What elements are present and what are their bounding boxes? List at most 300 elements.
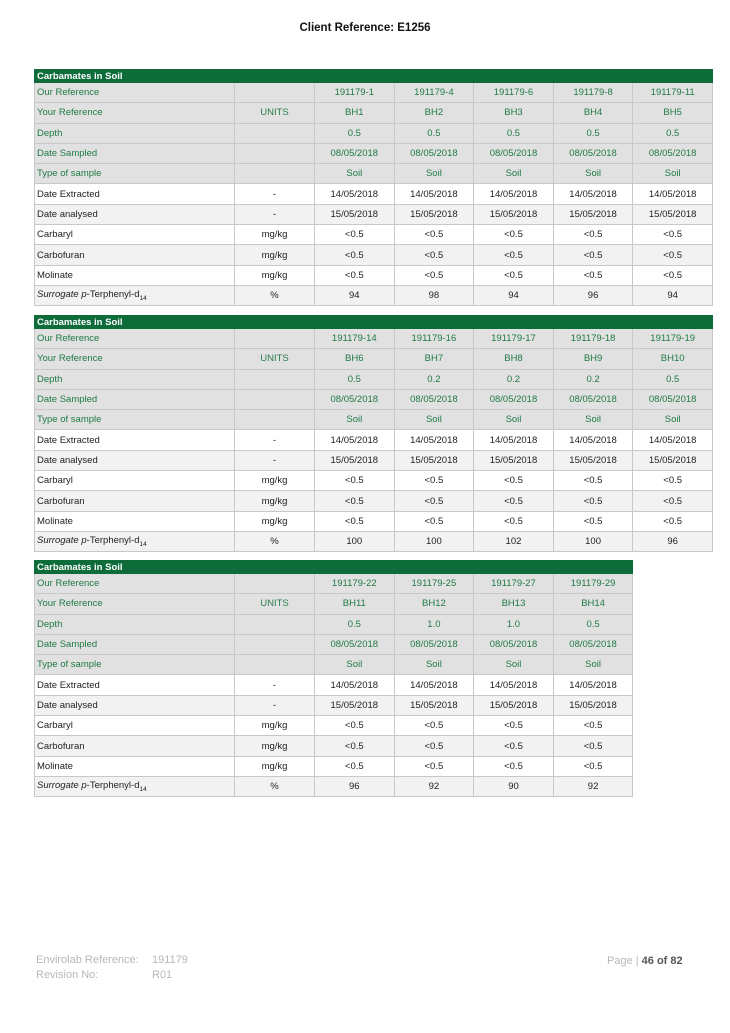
sample-value: 14/05/2018 <box>394 184 474 204</box>
table-header-row <box>35 316 713 329</box>
sample-value: <0.5 <box>394 491 474 511</box>
row-label-type-of-sample: Type of sample <box>35 410 235 430</box>
row-label-date-sampled: Date Sampled <box>35 143 235 163</box>
sample-value: 0.5 <box>474 123 554 143</box>
sample-value: BH9 <box>553 349 633 369</box>
sample-value: 15/05/2018 <box>633 204 713 224</box>
sample-value: 98 <box>394 285 474 305</box>
units-cell: mg/kg <box>235 265 315 285</box>
sample-value: 15/05/2018 <box>394 204 474 224</box>
sample-value: <0.5 <box>553 716 633 736</box>
sample-value: <0.5 <box>315 756 395 776</box>
row-label-date-extracted: Date Extracted <box>35 184 235 204</box>
sample-value: Soil <box>633 410 713 430</box>
table-title: Carbamates in Soil <box>35 561 235 574</box>
sample-value: <0.5 <box>315 245 395 265</box>
table-row <box>35 245 713 265</box>
envirolab-reference-value: 191179 <box>152 954 188 966</box>
table-header-cell <box>235 70 315 83</box>
sample-value: 191179-29 <box>553 574 633 594</box>
revision-label: Revision No: <box>36 969 99 981</box>
revision-value: R01 <box>152 969 173 981</box>
sample-value: <0.5 <box>553 736 633 756</box>
sample-value: BH1 <box>315 103 395 123</box>
surrogate-p: p <box>81 289 87 301</box>
page-number <box>607 955 683 967</box>
sample-value: 15/05/2018 <box>474 204 554 224</box>
row-label-type-of-sample: Type of sample <box>35 655 235 675</box>
table-header-row <box>35 70 713 83</box>
row-label-date-analysed: Date analysed <box>35 450 235 470</box>
results-table-2 <box>34 315 713 552</box>
table-header-cell <box>394 70 474 83</box>
sample-value: 14/05/2018 <box>553 430 633 450</box>
sample-value: 1.0 <box>394 614 474 634</box>
sample-value: <0.5 <box>315 471 395 491</box>
surrogate-subscript: 14 <box>139 786 147 794</box>
table-row <box>35 695 633 715</box>
sample-value: 191179-11 <box>633 83 713 103</box>
units-cell <box>235 329 315 349</box>
sample-value: <0.5 <box>394 265 474 285</box>
sample-value: 1.0 <box>474 614 554 634</box>
sample-value: <0.5 <box>553 756 633 776</box>
sample-value: 08/05/2018 <box>474 634 554 654</box>
sample-value: Soil <box>394 410 474 430</box>
sample-value: 14/05/2018 <box>553 184 633 204</box>
sample-value: 191179-1 <box>315 83 395 103</box>
sample-value: Soil <box>474 410 554 430</box>
sample-value: 15/05/2018 <box>315 204 395 224</box>
table-row <box>35 756 633 776</box>
sample-value: 0.2 <box>553 369 633 389</box>
sample-value: <0.5 <box>474 511 554 531</box>
row-label-carbaryl: Carbaryl <box>35 225 235 245</box>
table-row <box>35 491 713 511</box>
sample-value: <0.5 <box>553 511 633 531</box>
sample-value: <0.5 <box>474 756 554 776</box>
row-label-date-analysed: Date analysed <box>35 204 235 224</box>
table-row <box>35 265 713 285</box>
sample-value: <0.5 <box>553 245 633 265</box>
sample-value: <0.5 <box>394 471 474 491</box>
row-label-our-reference: Our Reference <box>35 329 235 349</box>
sample-value: 08/05/2018 <box>315 143 395 163</box>
table-row <box>35 430 713 450</box>
sample-value: BH5 <box>633 103 713 123</box>
sample-value: 0.5 <box>553 123 633 143</box>
surrogate-prefix: Surrogate <box>37 535 82 547</box>
sample-value: 15/05/2018 <box>474 450 554 470</box>
sample-value: 96 <box>633 531 713 551</box>
table-header-cell <box>315 70 395 83</box>
table-header-cell <box>633 316 713 329</box>
sample-value: 14/05/2018 <box>315 430 395 450</box>
sample-value: 15/05/2018 <box>633 450 713 470</box>
surrogate-name: -Terphenyl-d <box>86 535 140 547</box>
table-header-cell <box>553 70 633 83</box>
sample-value: BH2 <box>394 103 474 123</box>
sample-value: <0.5 <box>474 471 554 491</box>
sample-value: 14/05/2018 <box>315 675 395 695</box>
sample-value: 191179-4 <box>394 83 474 103</box>
units-cell: % <box>235 776 315 796</box>
sample-value: <0.5 <box>633 265 713 285</box>
units-cell <box>235 143 315 163</box>
sample-value: 15/05/2018 <box>553 204 633 224</box>
page-value: 46 of 82 <box>641 955 683 967</box>
surrogate-name: -Terphenyl-d <box>86 780 140 792</box>
units-cell <box>235 389 315 409</box>
sample-value: 191179-6 <box>474 83 554 103</box>
sample-value: <0.5 <box>315 491 395 511</box>
sample-value: 90 <box>474 776 554 796</box>
row-label-date-analysed: Date analysed <box>35 695 235 715</box>
units-cell: % <box>235 531 315 551</box>
sample-value: BH6 <box>315 349 395 369</box>
sample-value: Soil <box>315 410 395 430</box>
sample-value: 191179-19 <box>633 329 713 349</box>
sample-value: 15/05/2018 <box>315 695 395 715</box>
sample-value: <0.5 <box>394 736 474 756</box>
sample-value: 08/05/2018 <box>633 143 713 163</box>
table-header-cell <box>474 70 554 83</box>
sample-value: <0.5 <box>315 511 395 531</box>
sample-value: <0.5 <box>474 225 554 245</box>
units-cell: - <box>235 675 315 695</box>
row-label-date-extracted: Date Extracted <box>35 430 235 450</box>
table-row <box>35 225 713 245</box>
row-label-surrogate <box>35 776 235 796</box>
sample-value: <0.5 <box>474 245 554 265</box>
units-cell <box>235 83 315 103</box>
sample-value: 15/05/2018 <box>474 695 554 715</box>
sample-value: <0.5 <box>394 245 474 265</box>
table-row <box>35 204 713 224</box>
table-row <box>35 410 713 430</box>
row-label-date-sampled: Date Sampled <box>35 634 235 654</box>
sample-value: <0.5 <box>315 265 395 285</box>
table-header-cell <box>394 316 474 329</box>
sample-value: 14/05/2018 <box>474 430 554 450</box>
surrogate-subscript: 14 <box>139 541 147 549</box>
sample-value: 15/05/2018 <box>553 695 633 715</box>
table-row <box>35 450 713 470</box>
sample-value: 08/05/2018 <box>553 389 633 409</box>
sample-value: 15/05/2018 <box>553 450 633 470</box>
units-cell: UNITS <box>235 349 315 369</box>
table-row <box>35 123 713 143</box>
units-cell: - <box>235 184 315 204</box>
sample-value: <0.5 <box>394 511 474 531</box>
sample-value: Soil <box>553 164 633 184</box>
table-header-cell <box>553 561 633 574</box>
surrogate-prefix: Surrogate <box>37 780 82 792</box>
row-label-carbaryl: Carbaryl <box>35 716 235 736</box>
table-header-cell <box>474 561 554 574</box>
row-label-your-reference: Your Reference <box>35 349 235 369</box>
sample-value: 0.5 <box>315 614 395 634</box>
table-header-cell <box>315 561 395 574</box>
row-label-depth: Depth <box>35 614 235 634</box>
sample-value: 14/05/2018 <box>474 184 554 204</box>
sample-value: <0.5 <box>474 716 554 736</box>
sample-value: BH3 <box>474 103 554 123</box>
table-row <box>35 531 713 551</box>
table-row <box>35 511 713 531</box>
row-label-depth: Depth <box>35 123 235 143</box>
sample-value: Soil <box>474 164 554 184</box>
sample-value: BH8 <box>474 349 554 369</box>
units-cell: - <box>235 450 315 470</box>
sample-value: 191179-17 <box>474 329 554 349</box>
sample-value: 0.2 <box>394 369 474 389</box>
sample-value: 100 <box>394 531 474 551</box>
table-row <box>35 471 713 491</box>
sample-value: <0.5 <box>633 225 713 245</box>
sample-value: 0.5 <box>633 369 713 389</box>
row-label-molinate: Molinate <box>35 756 235 776</box>
table-row <box>35 614 633 634</box>
sample-value: 15/05/2018 <box>315 450 395 470</box>
sample-value: 191179-27 <box>474 574 554 594</box>
table-row <box>35 594 633 614</box>
row-label-carbofuran: Carbofuran <box>35 491 235 511</box>
sample-value: BH7 <box>394 349 474 369</box>
table-row <box>35 736 633 756</box>
sample-value: 08/05/2018 <box>474 143 554 163</box>
table-header-cell <box>235 561 315 574</box>
units-cell <box>235 123 315 143</box>
sample-value: 08/05/2018 <box>633 389 713 409</box>
sample-value: 08/05/2018 <box>394 389 474 409</box>
sample-value: <0.5 <box>394 225 474 245</box>
row-label-our-reference: Our Reference <box>35 574 235 594</box>
sample-value: Soil <box>553 655 633 675</box>
table-row <box>35 329 713 349</box>
table-header-cell <box>474 316 554 329</box>
sample-value: 08/05/2018 <box>394 143 474 163</box>
table-row <box>35 389 713 409</box>
carbamates-table <box>34 560 633 797</box>
sample-value: 96 <box>553 285 633 305</box>
row-label-your-reference: Your Reference <box>35 103 235 123</box>
sample-value: BH13 <box>474 594 554 614</box>
carbamates-table <box>34 315 713 552</box>
units-cell: mg/kg <box>235 716 315 736</box>
table-row <box>35 574 633 594</box>
table-title: Carbamates in Soil <box>35 70 235 83</box>
sample-value: 08/05/2018 <box>474 389 554 409</box>
table-header-cell <box>235 316 315 329</box>
table-header-row <box>35 561 633 574</box>
units-cell: UNITS <box>235 103 315 123</box>
sample-value: 0.5 <box>394 123 474 143</box>
sample-value: 191179-22 <box>315 574 395 594</box>
carbamates-table <box>34 69 713 306</box>
table-row <box>35 349 713 369</box>
sample-value: 191179-25 <box>394 574 474 594</box>
row-label-date-extracted: Date Extracted <box>35 675 235 695</box>
row-label-your-reference: Your Reference <box>35 594 235 614</box>
table-row <box>35 776 633 796</box>
surrogate-prefix: Surrogate <box>37 289 82 301</box>
sample-value: BH14 <box>553 594 633 614</box>
results-table-3 <box>34 560 633 797</box>
table-title: Carbamates in Soil <box>35 316 235 329</box>
table-row <box>35 716 633 736</box>
sample-value: 15/05/2018 <box>394 695 474 715</box>
units-cell: mg/kg <box>235 471 315 491</box>
sample-value: BH4 <box>553 103 633 123</box>
units-cell: - <box>235 695 315 715</box>
sample-value: <0.5 <box>474 491 554 511</box>
sample-value: 191179-18 <box>553 329 633 349</box>
units-cell <box>235 369 315 389</box>
row-label-type-of-sample: Type of sample <box>35 164 235 184</box>
units-cell: % <box>235 285 315 305</box>
sample-value: <0.5 <box>474 265 554 285</box>
sample-value: 191179-14 <box>315 329 395 349</box>
sample-value: 0.5 <box>553 614 633 634</box>
table-row <box>35 285 713 305</box>
units-cell <box>235 410 315 430</box>
sample-value: 96 <box>315 776 395 796</box>
units-cell: - <box>235 204 315 224</box>
units-cell <box>235 655 315 675</box>
table-row <box>35 184 713 204</box>
sample-value: Soil <box>315 655 395 675</box>
sample-value: Soil <box>633 164 713 184</box>
table-row <box>35 655 633 675</box>
sample-value: 14/05/2018 <box>394 430 474 450</box>
page-prefix: Page | <box>607 955 642 967</box>
row-label-surrogate <box>35 285 235 305</box>
table-row <box>35 143 713 163</box>
sample-value: 100 <box>315 531 395 551</box>
sample-value: <0.5 <box>394 716 474 736</box>
sample-value: 14/05/2018 <box>553 675 633 695</box>
sample-value: BH10 <box>633 349 713 369</box>
sample-value: BH12 <box>394 594 474 614</box>
units-cell: mg/kg <box>235 756 315 776</box>
sample-value: 191179-8 <box>553 83 633 103</box>
table-row <box>35 103 713 123</box>
sample-value: BH11 <box>315 594 395 614</box>
sample-value: <0.5 <box>394 756 474 776</box>
table-row <box>35 83 713 103</box>
sample-value: 14/05/2018 <box>315 184 395 204</box>
surrogate-name: -Terphenyl-d <box>86 289 140 301</box>
sample-value: <0.5 <box>553 265 633 285</box>
table-row <box>35 369 713 389</box>
envirolab-reference-label: Envirolab Reference: <box>36 954 139 966</box>
table-header-cell <box>315 316 395 329</box>
row-label-depth: Depth <box>35 369 235 389</box>
sample-value: 14/05/2018 <box>633 430 713 450</box>
units-cell <box>235 634 315 654</box>
units-cell: mg/kg <box>235 245 315 265</box>
units-cell: - <box>235 430 315 450</box>
sample-value: 94 <box>315 285 395 305</box>
surrogate-subscript: 14 <box>139 295 147 303</box>
page-title: Client Reference: E1256 <box>299 22 431 34</box>
row-label-date-sampled: Date Sampled <box>35 389 235 409</box>
sample-value: 08/05/2018 <box>553 143 633 163</box>
table-row <box>35 634 633 654</box>
units-cell: mg/kg <box>235 511 315 531</box>
sample-value: <0.5 <box>553 491 633 511</box>
sample-value: <0.5 <box>315 225 395 245</box>
sample-value: <0.5 <box>553 471 633 491</box>
sample-value: 94 <box>474 285 554 305</box>
units-cell: mg/kg <box>235 491 315 511</box>
row-label-carbofuran: Carbofuran <box>35 245 235 265</box>
row-label-molinate: Molinate <box>35 511 235 531</box>
sample-value: 14/05/2018 <box>633 184 713 204</box>
units-cell <box>235 574 315 594</box>
row-label-carbofuran: Carbofuran <box>35 736 235 756</box>
sample-value: 0.5 <box>315 369 395 389</box>
sample-value: <0.5 <box>633 245 713 265</box>
sample-value: 102 <box>474 531 554 551</box>
sample-value: 100 <box>553 531 633 551</box>
table-header-cell <box>633 70 713 83</box>
sample-value: 0.5 <box>633 123 713 143</box>
units-cell <box>235 164 315 184</box>
sample-value: <0.5 <box>315 736 395 756</box>
sample-value: Soil <box>315 164 395 184</box>
sample-value: 08/05/2018 <box>315 634 395 654</box>
table-header-cell <box>394 561 474 574</box>
footer-reference <box>36 953 188 983</box>
sample-value: 14/05/2018 <box>394 675 474 695</box>
surrogate-p: p <box>81 535 87 547</box>
sample-value: 08/05/2018 <box>394 634 474 654</box>
table-row <box>35 675 633 695</box>
sample-value: 08/05/2018 <box>315 389 395 409</box>
sample-value: Soil <box>553 410 633 430</box>
sample-value: 0.2 <box>474 369 554 389</box>
sample-value: Soil <box>474 655 554 675</box>
sample-value: <0.5 <box>633 511 713 531</box>
sample-value: 0.5 <box>315 123 395 143</box>
table-header-cell <box>553 316 633 329</box>
units-cell: UNITS <box>235 594 315 614</box>
results-table-1 <box>34 69 713 306</box>
sample-value: 08/05/2018 <box>553 634 633 654</box>
sample-value: Soil <box>394 655 474 675</box>
sample-value: 191179-16 <box>394 329 474 349</box>
sample-value: <0.5 <box>633 491 713 511</box>
row-label-our-reference: Our Reference <box>35 83 235 103</box>
units-cell: mg/kg <box>235 736 315 756</box>
sample-value: <0.5 <box>633 471 713 491</box>
sample-value: 15/05/2018 <box>394 450 474 470</box>
sample-value: Soil <box>394 164 474 184</box>
sample-value: 94 <box>633 285 713 305</box>
units-cell: mg/kg <box>235 225 315 245</box>
row-label-surrogate <box>35 531 235 551</box>
sample-value: 92 <box>394 776 474 796</box>
row-label-carbaryl: Carbaryl <box>35 471 235 491</box>
sample-value: 14/05/2018 <box>474 675 554 695</box>
units-cell <box>235 614 315 634</box>
row-label-molinate: Molinate <box>35 265 235 285</box>
sample-value: <0.5 <box>474 736 554 756</box>
surrogate-p: p <box>81 780 87 792</box>
sample-value: <0.5 <box>315 716 395 736</box>
